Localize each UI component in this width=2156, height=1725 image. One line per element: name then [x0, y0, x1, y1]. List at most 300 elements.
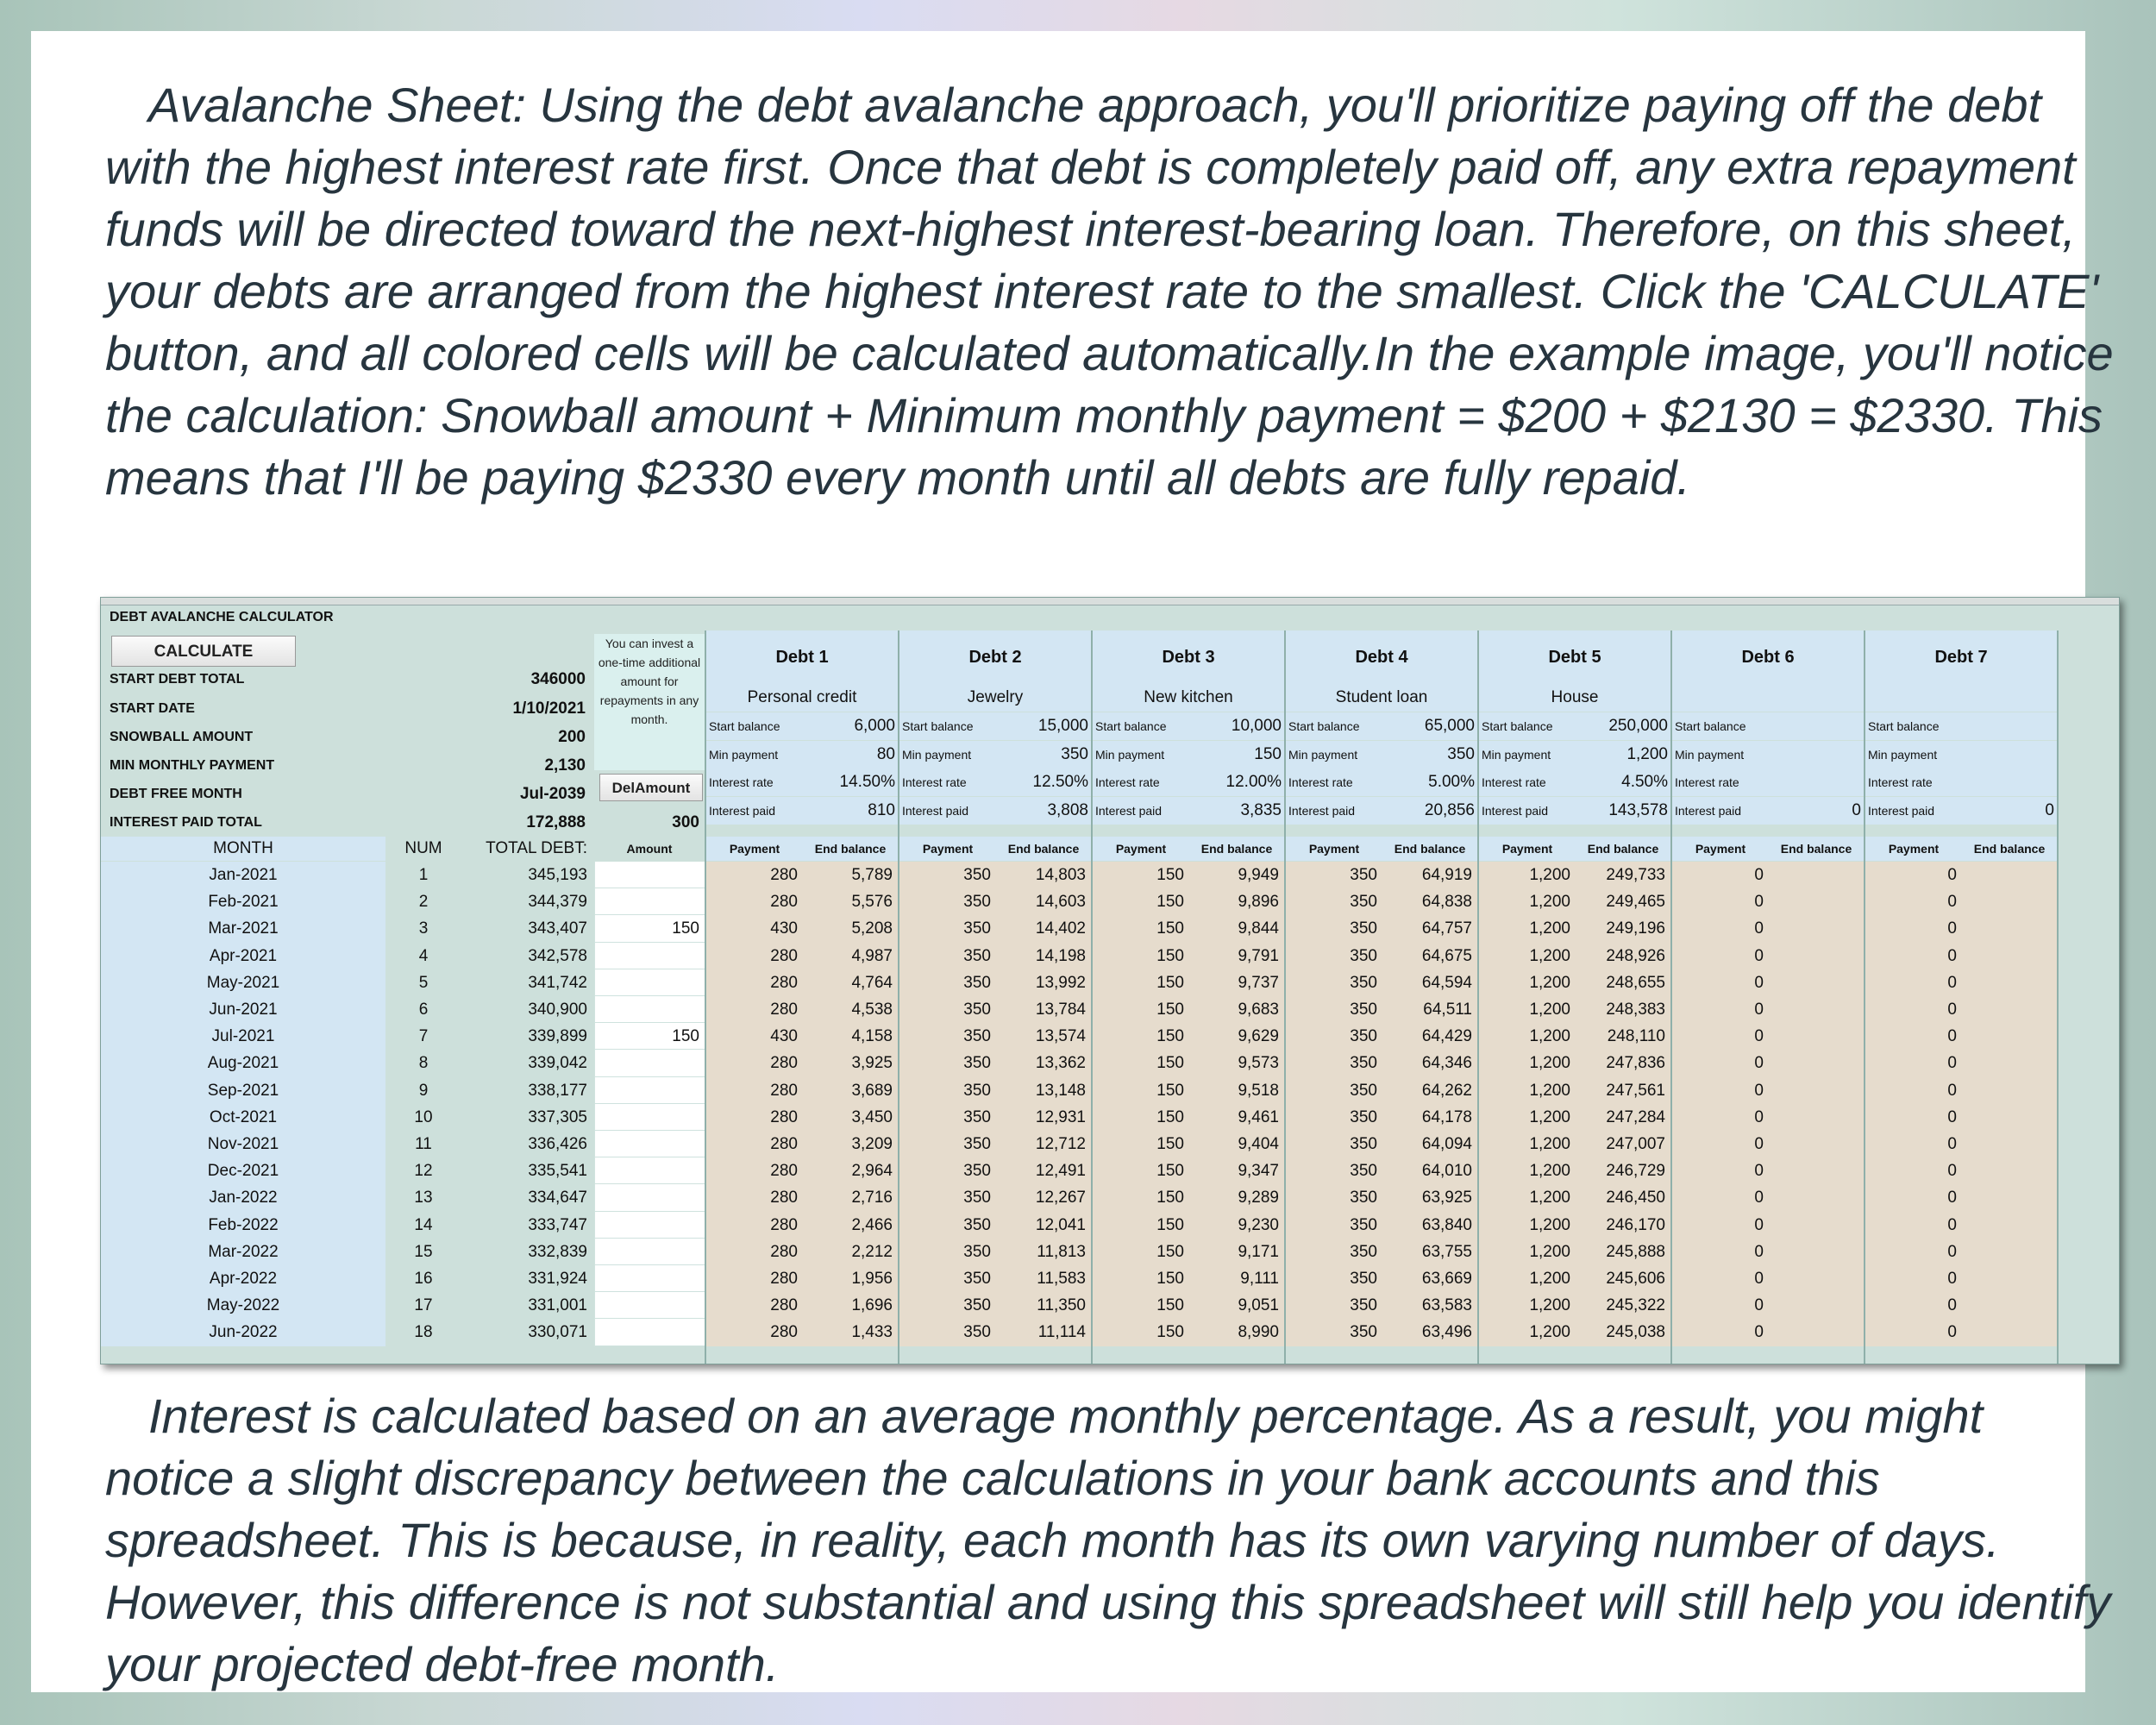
- payment-cell: 280: [706, 862, 803, 888]
- payment-cell: 350: [1286, 915, 1382, 942]
- debt-value-start-balance: 250,000: [1576, 712, 1670, 740]
- debt-label-start-balance: Start balance: [899, 712, 996, 740]
- header-end-balance: End balance: [996, 837, 1091, 861]
- payment-cell: 0: [1865, 1212, 1962, 1239]
- payment-cell: 150: [1093, 1319, 1189, 1346]
- end-balance-cell: [1962, 1131, 2057, 1157]
- amount-input-cell[interactable]: [594, 969, 705, 996]
- end-balance-cell: [1962, 1292, 2057, 1319]
- month-cell: May-2021: [101, 969, 385, 996]
- end-balance-cell: 64,010: [1382, 1157, 1477, 1184]
- payment-cell: 1,200: [1479, 1265, 1576, 1292]
- debt-label-interest-paid: Interest paid: [706, 797, 803, 825]
- num-cell: 3: [385, 915, 461, 942]
- payment-cell: 280: [706, 1212, 803, 1239]
- debt-value-interest-paid: 0: [1962, 797, 2057, 825]
- debt-value-interest-rate: [1962, 768, 2057, 796]
- end-balance-cell: 64,838: [1382, 888, 1477, 915]
- total-cell: 345,193: [461, 862, 592, 888]
- end-balance-cell: 63,925: [1382, 1184, 1477, 1211]
- payment-cell: 1,200: [1479, 1104, 1576, 1131]
- payment-cell: 1,200: [1479, 888, 1576, 915]
- debt-label-interest-paid: Interest paid: [899, 797, 996, 825]
- payment-cell: 350: [1286, 862, 1382, 888]
- debt-title: Debt 4: [1286, 630, 1477, 684]
- end-balance-cell: 11,114: [996, 1319, 1091, 1346]
- summary-label: INTEREST PAID TOTAL: [110, 815, 262, 830]
- debt-title: Debt 2: [899, 630, 1091, 684]
- payment-cell: 350: [899, 1023, 996, 1050]
- end-balance-cell: 4,538: [803, 996, 898, 1023]
- debt-label-interest-rate: Interest rate: [1479, 768, 1576, 796]
- extra-total: 300: [672, 813, 699, 831]
- payment-cell: 0: [1672, 1265, 1769, 1292]
- payment-cell: 150: [1093, 1239, 1189, 1265]
- debt-title: Debt 6: [1672, 630, 1864, 684]
- payment-cell: 350: [1286, 969, 1382, 996]
- payment-cell: 0: [1672, 888, 1769, 915]
- delamount-button[interactable]: DelAmount: [599, 774, 703, 801]
- end-balance-cell: 248,655: [1576, 969, 1670, 996]
- amount-input-cell[interactable]: 150: [594, 1023, 705, 1050]
- summary-label: DEBT FREE MONTH: [110, 787, 242, 801]
- end-balance-cell: 3,450: [803, 1104, 898, 1131]
- end-balance-cell: 64,919: [1382, 862, 1477, 888]
- month-cell: Nov-2021: [101, 1131, 385, 1157]
- summary-label: SNOWBALL AMOUNT: [110, 730, 254, 744]
- payment-cell: 0: [1672, 1212, 1769, 1239]
- payment-cell: 350: [1286, 1239, 1382, 1265]
- payment-cell: 0: [1865, 1184, 1962, 1211]
- end-balance-cell: 245,038: [1576, 1319, 1670, 1346]
- payment-cell: 350: [899, 888, 996, 915]
- debt-value-interest-paid: 20,856: [1382, 797, 1477, 825]
- end-balance-cell: 9,573: [1189, 1050, 1284, 1076]
- payment-cell: 350: [1286, 1265, 1382, 1292]
- payment-cell: 150: [1093, 943, 1189, 969]
- payment-cell: 350: [899, 943, 996, 969]
- payment-cell: 350: [1286, 888, 1382, 915]
- num-cell: 6: [385, 996, 461, 1023]
- header-end-balance: End balance: [1189, 837, 1284, 861]
- debt-value-start-balance: [1962, 712, 2057, 740]
- payment-cell: 0: [1672, 1077, 1769, 1104]
- end-balance-cell: 64,346: [1382, 1050, 1477, 1076]
- end-balance-cell: 3,689: [803, 1077, 898, 1104]
- header-end-balance: End balance: [1382, 837, 1477, 861]
- debt-label-interest-paid: Interest paid: [1865, 797, 1962, 825]
- amount-input-cell[interactable]: [594, 943, 705, 969]
- end-balance-cell: 63,669: [1382, 1265, 1477, 1292]
- end-balance-cell: [1769, 1023, 1864, 1050]
- debt-label-interest-rate: Interest rate: [899, 768, 996, 796]
- end-balance-cell: [1962, 862, 2057, 888]
- total-cell: 335,541: [461, 1157, 592, 1184]
- end-balance-cell: 2,466: [803, 1212, 898, 1239]
- payment-cell: 0: [1865, 1023, 1962, 1050]
- end-balance-cell: 245,606: [1576, 1265, 1670, 1292]
- end-balance-cell: 9,737: [1189, 969, 1284, 996]
- payment-cell: 1,200: [1479, 1319, 1576, 1346]
- end-balance-cell: 64,757: [1382, 915, 1477, 942]
- payment-cell: 350: [899, 996, 996, 1023]
- debt-label-interest-rate: Interest rate: [1093, 768, 1189, 796]
- end-balance-cell: 247,007: [1576, 1131, 1670, 1157]
- month-cell: Jun-2021: [101, 996, 385, 1023]
- end-balance-cell: [1769, 1184, 1864, 1211]
- header-num: NUM: [385, 837, 461, 861]
- payment-cell: 350: [1286, 1050, 1382, 1076]
- summary-value: 346000: [530, 670, 586, 688]
- debt-title: Debt 5: [1479, 630, 1670, 684]
- payment-cell: 0: [1865, 1077, 1962, 1104]
- payment-cell: 0: [1865, 1319, 1962, 1346]
- payment-cell: 350: [899, 1292, 996, 1319]
- payment-cell: 280: [706, 1157, 803, 1184]
- payment-cell: 280: [706, 969, 803, 996]
- month-cell: Jan-2022: [101, 1184, 385, 1211]
- debt-title: Debt 3: [1093, 630, 1284, 684]
- payment-cell: 350: [1286, 996, 1382, 1023]
- end-balance-cell: [1769, 1050, 1864, 1076]
- total-cell: 333,747: [461, 1212, 592, 1239]
- month-cell: Feb-2022: [101, 1212, 385, 1239]
- debt-value-min-payment: [1769, 741, 1864, 768]
- end-balance-cell: 13,148: [996, 1077, 1091, 1104]
- payment-cell: 0: [1672, 1050, 1769, 1076]
- end-balance-cell: 9,230: [1189, 1212, 1284, 1239]
- debt-label-interest-paid: Interest paid: [1672, 797, 1769, 825]
- column-divider: [898, 630, 899, 1364]
- end-balance-cell: 13,992: [996, 969, 1091, 996]
- end-balance-cell: 3,925: [803, 1050, 898, 1076]
- end-balance-cell: [1962, 1104, 2057, 1131]
- total-cell: 336,426: [461, 1131, 592, 1157]
- header-payment: Payment: [899, 837, 996, 861]
- debt-value-min-payment: 350: [1382, 741, 1477, 768]
- payment-cell: 430: [706, 915, 803, 942]
- end-balance-cell: 1,956: [803, 1265, 898, 1292]
- debt-value-interest-rate: [1769, 768, 1864, 796]
- end-balance-cell: 247,284: [1576, 1104, 1670, 1131]
- debt-name: House: [1479, 684, 1670, 712]
- end-balance-cell: 9,629: [1189, 1023, 1284, 1050]
- debt-label-interest-paid: Interest paid: [1093, 797, 1189, 825]
- payment-cell: 350: [899, 862, 996, 888]
- payment-cell: 0: [1865, 888, 1962, 915]
- header-end-balance: End balance: [1769, 837, 1864, 861]
- num-cell: 12: [385, 1157, 461, 1184]
- num-cell: 7: [385, 1023, 461, 1050]
- payment-cell: 350: [1286, 1319, 1382, 1346]
- payment-cell: 0: [1865, 1157, 1962, 1184]
- payment-cell: 0: [1865, 1050, 1962, 1076]
- end-balance-cell: 246,170: [1576, 1212, 1670, 1239]
- end-balance-cell: 13,784: [996, 996, 1091, 1023]
- total-cell: 337,305: [461, 1104, 592, 1131]
- payment-cell: 0: [1672, 1184, 1769, 1211]
- debt-label-interest-rate: Interest rate: [706, 768, 803, 796]
- end-balance-cell: [1962, 888, 2057, 915]
- amount-input-cell[interactable]: [594, 862, 705, 888]
- end-balance-cell: 9,518: [1189, 1077, 1284, 1104]
- debt-label-start-balance: Start balance: [1286, 712, 1382, 740]
- debt-label-start-balance: Start balance: [706, 712, 803, 740]
- debt-name: Student loan: [1286, 684, 1477, 712]
- amount-input-cell[interactable]: [594, 1104, 705, 1131]
- end-balance-cell: 63,755: [1382, 1239, 1477, 1265]
- payment-cell: 280: [706, 943, 803, 969]
- payment-cell: 1,200: [1479, 1184, 1576, 1211]
- payment-cell: 280: [706, 1131, 803, 1157]
- payment-cell: 280: [706, 888, 803, 915]
- payment-cell: 350: [899, 1319, 996, 1346]
- payment-cell: 150: [1093, 1077, 1189, 1104]
- payment-cell: 0: [1865, 969, 1962, 996]
- payment-cell: 1,200: [1479, 943, 1576, 969]
- end-balance-cell: 9,347: [1189, 1157, 1284, 1184]
- end-balance-cell: 64,675: [1382, 943, 1477, 969]
- calculate-button[interactable]: CALCULATE: [111, 636, 296, 667]
- num-cell: 8: [385, 1050, 461, 1076]
- debt-value-min-payment: 350: [996, 741, 1091, 768]
- payment-cell: 150: [1093, 1157, 1189, 1184]
- end-balance-cell: 9,111: [1189, 1265, 1284, 1292]
- debt-label-interest-paid: Interest paid: [1479, 797, 1576, 825]
- debt-label-min-payment: Min payment: [1672, 741, 1769, 768]
- total-cell: 342,578: [461, 943, 592, 969]
- end-balance-cell: 9,404: [1189, 1131, 1284, 1157]
- month-cell: May-2022: [101, 1292, 385, 1319]
- debt-value-interest-paid: 3,808: [996, 797, 1091, 825]
- amount-input-cell[interactable]: [594, 1292, 705, 1319]
- payment-cell: 150: [1093, 1023, 1189, 1050]
- debt-label-start-balance: Start balance: [1865, 712, 1962, 740]
- payment-cell: 0: [1672, 1157, 1769, 1184]
- end-balance-cell: [1769, 1239, 1864, 1265]
- end-balance-cell: 5,789: [803, 862, 898, 888]
- end-balance-cell: [1769, 1319, 1864, 1346]
- payment-cell: 150: [1093, 888, 1189, 915]
- payment-cell: 0: [1672, 1131, 1769, 1157]
- end-balance-cell: 4,987: [803, 943, 898, 969]
- payment-cell: 0: [1672, 969, 1769, 996]
- amount-input-cell[interactable]: [594, 1212, 705, 1239]
- debt-label-interest-rate: Interest rate: [1672, 768, 1769, 796]
- num-cell: 1: [385, 862, 461, 888]
- month-cell: Feb-2021: [101, 888, 385, 915]
- debt-name: [1672, 684, 1864, 712]
- payment-cell: 280: [706, 996, 803, 1023]
- payment-cell: 350: [899, 1265, 996, 1292]
- end-balance-cell: [1962, 1157, 2057, 1184]
- payment-cell: 1,200: [1479, 915, 1576, 942]
- end-balance-cell: 3,209: [803, 1131, 898, 1157]
- end-balance-cell: 5,208: [803, 915, 898, 942]
- debt-value-interest-rate: 12.00%: [1189, 768, 1284, 796]
- total-cell: 339,042: [461, 1050, 592, 1076]
- end-balance-cell: [1962, 1265, 2057, 1292]
- debt-name: Jewelry: [899, 684, 1091, 712]
- end-balance-cell: 9,844: [1189, 915, 1284, 942]
- payment-cell: 350: [899, 1077, 996, 1104]
- column-divider: [1284, 630, 1286, 1364]
- end-balance-cell: [1962, 1212, 2057, 1239]
- payment-cell: 280: [706, 1077, 803, 1104]
- payment-cell: 280: [706, 1239, 803, 1265]
- end-balance-cell: [1769, 969, 1864, 996]
- end-balance-cell: [1769, 862, 1864, 888]
- header-payment: Payment: [1865, 837, 1962, 861]
- end-balance-cell: 5,576: [803, 888, 898, 915]
- payment-cell: 1,200: [1479, 969, 1576, 996]
- payment-cell: 350: [899, 1239, 996, 1265]
- debt-name: New kitchen: [1093, 684, 1284, 712]
- month-cell: Jul-2021: [101, 1023, 385, 1050]
- end-balance-cell: 13,362: [996, 1050, 1091, 1076]
- debt-value-interest-paid: 0: [1769, 797, 1864, 825]
- spreadsheet[interactable]: [100, 597, 2120, 1364]
- payment-cell: 0: [1865, 943, 1962, 969]
- month-cell: Oct-2021: [101, 1104, 385, 1131]
- num-cell: 11: [385, 1131, 461, 1157]
- header-end-balance: End balance: [1576, 837, 1670, 861]
- debt-value-start-balance: [1769, 712, 1864, 740]
- debt-value-start-balance: 6,000: [803, 712, 898, 740]
- end-balance-cell: 4,764: [803, 969, 898, 996]
- amount-input-cell[interactable]: [594, 1131, 705, 1157]
- amount-input-cell[interactable]: [594, 1184, 705, 1211]
- end-balance-cell: [1769, 943, 1864, 969]
- end-balance-cell: 247,836: [1576, 1050, 1670, 1076]
- total-cell: 330,071: [461, 1319, 592, 1346]
- end-balance-cell: [1962, 915, 2057, 942]
- end-balance-cell: 248,110: [1576, 1023, 1670, 1050]
- end-balance-cell: [1769, 1104, 1864, 1131]
- debt-label-start-balance: Start balance: [1093, 712, 1189, 740]
- payment-cell: 350: [1286, 943, 1382, 969]
- summary-value: 2,130: [544, 756, 586, 775]
- end-balance-cell: 64,511: [1382, 996, 1477, 1023]
- amount-input-cell[interactable]: [594, 1050, 705, 1076]
- payment-cell: 0: [1672, 1292, 1769, 1319]
- debt-label-interest-paid: Interest paid: [1286, 797, 1382, 825]
- end-balance-cell: 11,350: [996, 1292, 1091, 1319]
- end-balance-cell: 63,583: [1382, 1292, 1477, 1319]
- month-cell: Jun-2022: [101, 1319, 385, 1346]
- end-balance-cell: 11,813: [996, 1239, 1091, 1265]
- payment-cell: 0: [1672, 915, 1769, 942]
- end-balance-cell: 249,465: [1576, 888, 1670, 915]
- payment-cell: 0: [1865, 1239, 1962, 1265]
- payment-cell: 150: [1093, 1212, 1189, 1239]
- payment-cell: 350: [1286, 1212, 1382, 1239]
- payment-cell: 350: [1286, 1157, 1382, 1184]
- header-amount: Amount: [594, 837, 705, 861]
- summary-label: START DEBT TOTAL: [110, 672, 245, 687]
- payment-cell: 350: [899, 1184, 996, 1211]
- payment-cell: 0: [1672, 1319, 1769, 1346]
- debt-value-interest-rate: 5.00%: [1382, 768, 1477, 796]
- end-balance-cell: 64,429: [1382, 1023, 1477, 1050]
- payment-cell: 0: [1672, 862, 1769, 888]
- payment-cell: 150: [1093, 1050, 1189, 1076]
- payment-cell: 150: [1093, 1292, 1189, 1319]
- debt-title: Debt 7: [1865, 630, 2057, 684]
- amount-input-cell[interactable]: [594, 996, 705, 1023]
- column-divider: [1091, 630, 1093, 1364]
- total-cell: 344,379: [461, 888, 592, 915]
- end-balance-cell: 12,267: [996, 1184, 1091, 1211]
- debt-label-min-payment: Min payment: [706, 741, 803, 768]
- num-cell: 10: [385, 1104, 461, 1131]
- amount-input-cell[interactable]: [594, 1265, 705, 1292]
- end-balance-cell: [1962, 1319, 2057, 1346]
- end-balance-cell: 14,402: [996, 915, 1091, 942]
- payment-cell: 1,200: [1479, 1292, 1576, 1319]
- debt-label-min-payment: Min payment: [1093, 741, 1189, 768]
- debt-value-min-payment: 150: [1189, 741, 1284, 768]
- end-balance-cell: 63,496: [1382, 1319, 1477, 1346]
- month-cell: Aug-2021: [101, 1050, 385, 1076]
- end-balance-cell: 12,931: [996, 1104, 1091, 1131]
- end-balance-cell: [1769, 915, 1864, 942]
- end-balance-cell: 64,594: [1382, 969, 1477, 996]
- end-balance-cell: [1962, 1023, 2057, 1050]
- num-cell: 5: [385, 969, 461, 996]
- amount-input-cell[interactable]: [594, 1319, 705, 1346]
- num-cell: 17: [385, 1292, 461, 1319]
- column-divider: [2057, 630, 2059, 1364]
- payment-cell: 350: [1286, 1023, 1382, 1050]
- debt-value-start-balance: 65,000: [1382, 712, 1477, 740]
- payment-cell: 350: [1286, 1077, 1382, 1104]
- header-end-balance: End balance: [803, 837, 898, 861]
- payment-cell: 350: [1286, 1292, 1382, 1319]
- end-balance-cell: 9,896: [1189, 888, 1284, 915]
- debt-value-interest-paid: 143,578: [1576, 797, 1670, 825]
- calculator-title: DEBT AVALANCHE CALCULATOR: [110, 610, 334, 624]
- num-cell: 16: [385, 1265, 461, 1292]
- end-balance-cell: 248,926: [1576, 943, 1670, 969]
- payment-cell: 150: [1093, 1265, 1189, 1292]
- debt-value-interest-rate: 4.50%: [1576, 768, 1670, 796]
- num-cell: 18: [385, 1319, 461, 1346]
- amount-input-cell[interactable]: [594, 888, 705, 915]
- amount-input-cell[interactable]: [594, 1157, 705, 1184]
- payment-cell: 280: [706, 1292, 803, 1319]
- month-cell: Sep-2021: [101, 1077, 385, 1104]
- payment-cell: 0: [1865, 1104, 1962, 1131]
- debt-value-interest-rate: 14.50%: [803, 768, 898, 796]
- header-end-balance: End balance: [1962, 837, 2057, 861]
- header-payment: Payment: [1093, 837, 1189, 861]
- amount-input-cell[interactable]: [594, 1077, 705, 1104]
- end-balance-cell: 12,041: [996, 1212, 1091, 1239]
- num-cell: 4: [385, 943, 461, 969]
- payment-cell: 280: [706, 1319, 803, 1346]
- total-cell: 341,742: [461, 969, 592, 996]
- end-balance-cell: 248,383: [1576, 996, 1670, 1023]
- end-balance-cell: [1769, 1157, 1864, 1184]
- debt-value-min-payment: 80: [803, 741, 898, 768]
- debt-label-start-balance: Start balance: [1479, 712, 1576, 740]
- amount-input-cell[interactable]: [594, 1239, 705, 1265]
- end-balance-cell: [1769, 888, 1864, 915]
- amount-input-cell[interactable]: 150: [594, 915, 705, 942]
- column-divider: [1864, 630, 1865, 1364]
- payment-cell: 1,200: [1479, 1131, 1576, 1157]
